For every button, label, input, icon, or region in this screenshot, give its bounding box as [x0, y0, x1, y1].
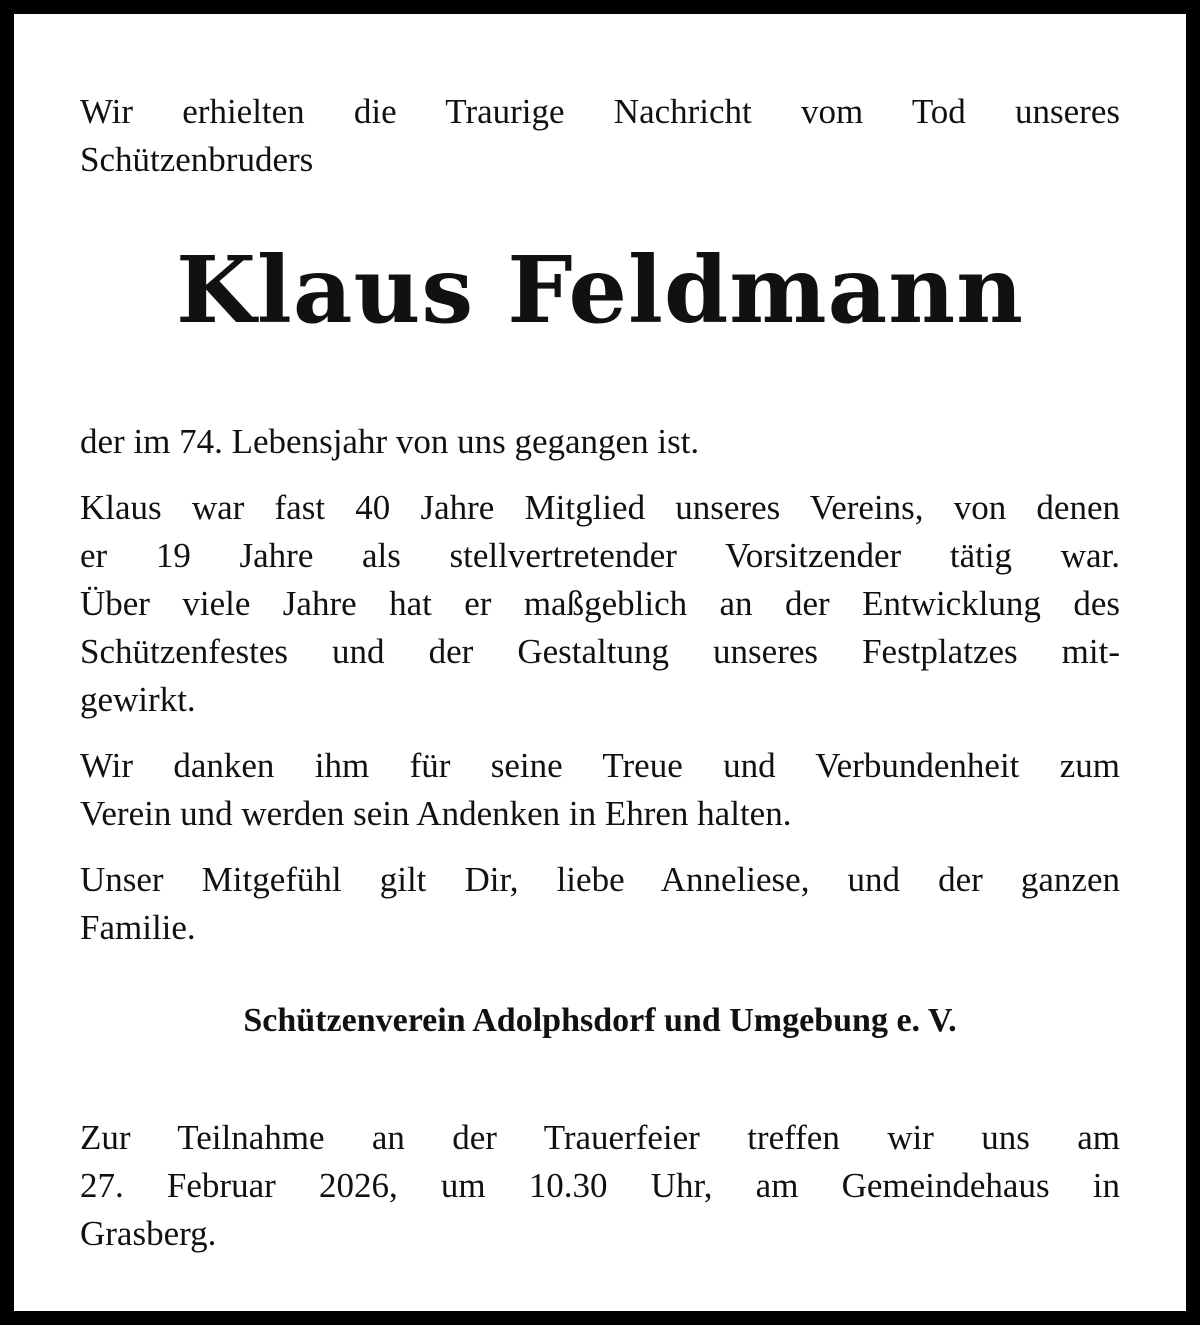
- condolence-paragraph: [80, 856, 1120, 952]
- intro-line: Wir erhielten die Traurige Nachricht vom Tod unseres: [80, 92, 1120, 131]
- intro-line: Schützenbruders: [80, 140, 314, 179]
- thanks-line: Verein und werden sein Andenken in Ehren halten.: [80, 794, 792, 833]
- age-line: der im 74. Lebensjahr von uns gegangen ist.: [80, 422, 700, 461]
- club-signature: Schützenverein Adolphsdorf und Umgebung e. V.: [243, 1002, 957, 1039]
- condolence-line: Familie.: [80, 908, 196, 947]
- biography-line: Klaus war fast 40 Jahre Mitglied unseres Vereins, von denen: [80, 488, 1120, 527]
- funeral-line: 27. Februar 2026, um 10.30 Uhr, am Gemeindehaus in: [80, 1166, 1120, 1205]
- condolence-line: Unser Mitgefühl gilt Dir, liebe Anneliese, und der ganzen: [80, 860, 1120, 899]
- biography-line: Schützenfestes und der Gestaltung unseres Festplatzes mit-: [80, 632, 1120, 671]
- obituary-notice: [14, 14, 1186, 1311]
- funeral-line: Zur Teilnahme an der Trauerfeier treffen wir uns am: [80, 1118, 1120, 1157]
- funeral-paragraph: [80, 1114, 1120, 1258]
- biography-paragraph: [80, 484, 1120, 724]
- biography-line: gewirkt.: [80, 680, 196, 719]
- deceased-name: Klaus Feldmann: [175, 236, 1025, 344]
- biography-line: er 19 Jahre als stellvertretender Vorsitzender tätig war.: [80, 536, 1120, 575]
- funeral-line: Grasberg.: [80, 1214, 217, 1253]
- intro-paragraph: [80, 88, 1120, 184]
- thanks-paragraph: [80, 742, 1120, 838]
- thanks-line: Wir danken ihm für seine Treue und Verbundenheit zum: [80, 746, 1120, 785]
- biography-line: Über viele Jahre hat er maßgeblich an der Entwicklung des: [80, 584, 1120, 623]
